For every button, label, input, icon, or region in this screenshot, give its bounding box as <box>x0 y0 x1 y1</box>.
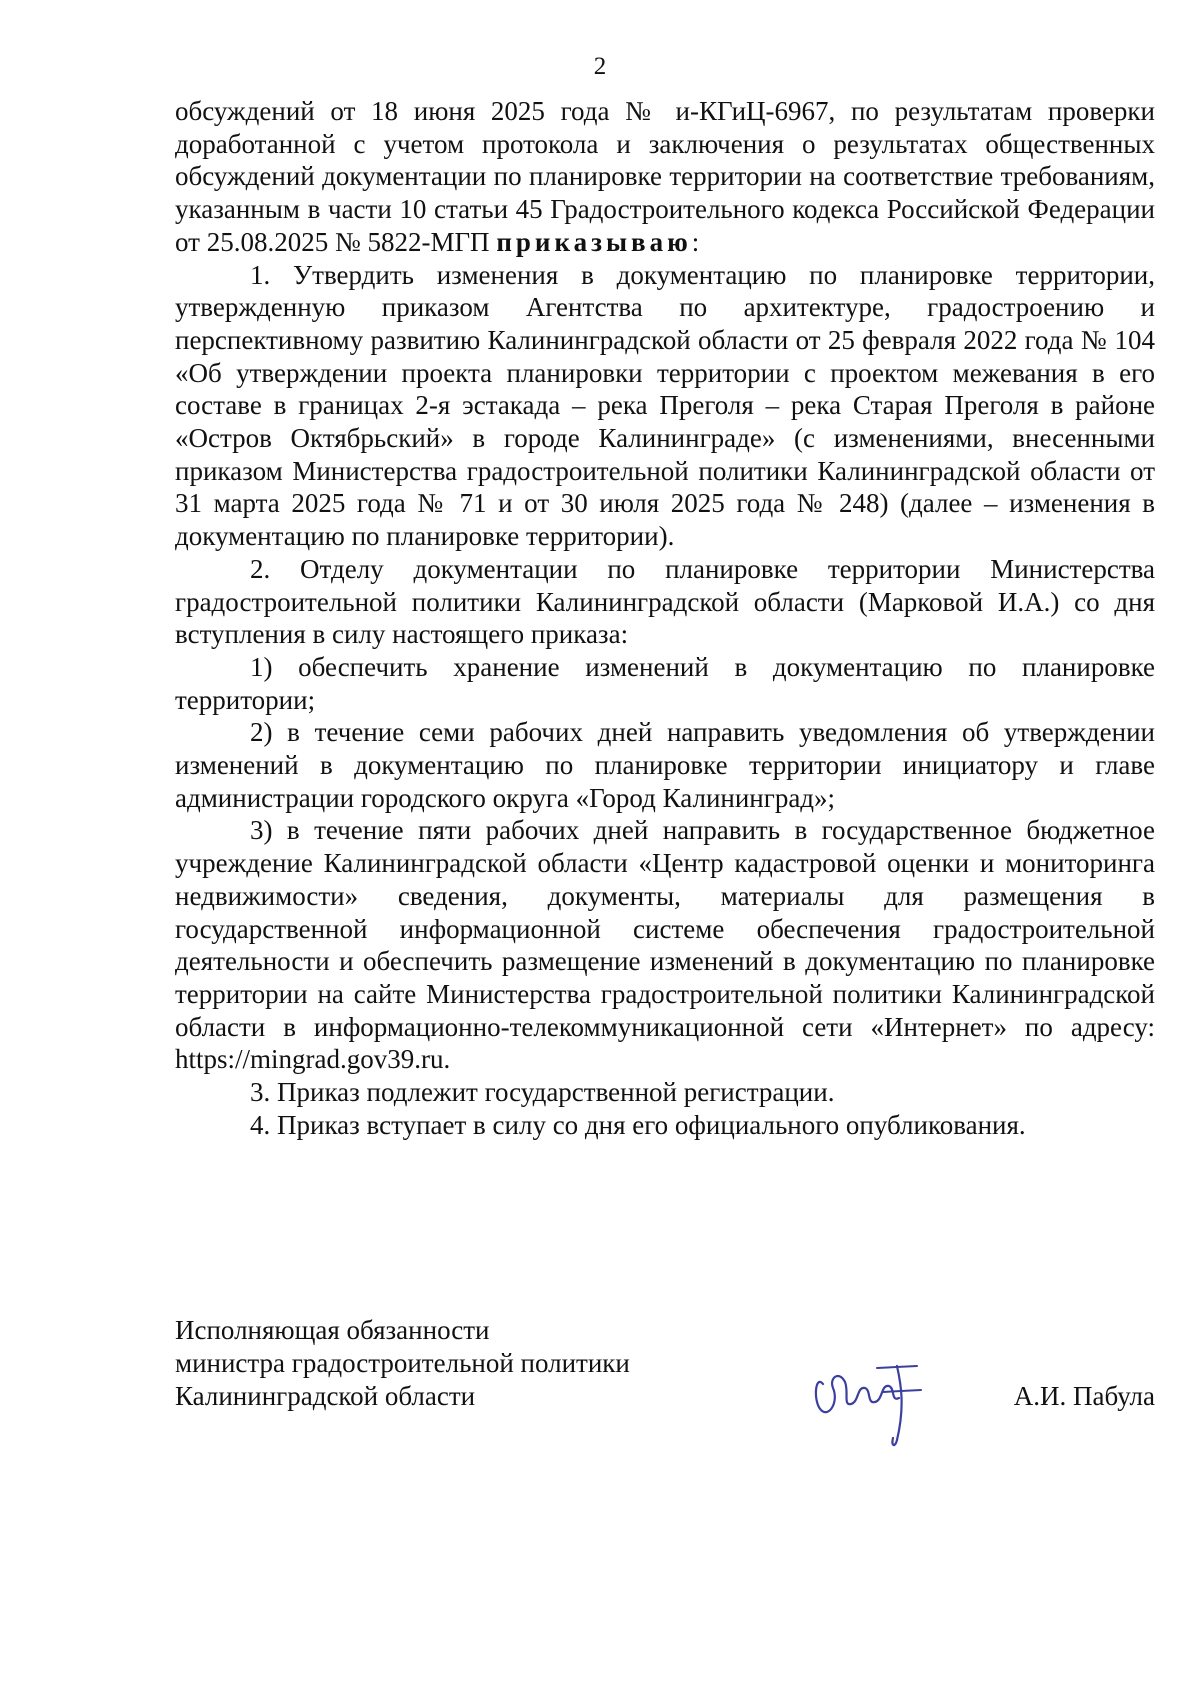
order-word: приказываю <box>496 226 692 257</box>
signature-block <box>175 1314 1155 1444</box>
order-subitem-2-3: 3) в течение пяти рабочих дней направить в государственное бюджетное учреждение Калининградской области «Центр кадастровой оценки и мониторинга недвижимости» сведения, документы, материалы для размещения в государственной информационной системе обеспечения градостроительной деятельности и обеспечить размещение изменений в документацию по планировке территории на сайте Министерства градостроительной политики Калининградской области в информационно-телекоммуникационной сети «Интернет» по адресу: https://mingrad.gov39.ru. <box>175 815 1155 1075</box>
document-body <box>175 95 1155 1142</box>
intro-paragraph <box>175 95 1155 259</box>
intro-text: обсуждений от 18 июня 2025 года № и-КГиЦ-6967, по результатам проверки доработанной с учетом протокола и заключения о результатах общественных обсуждений документации по планировке территории на соответствие требованиям, указанным в части 10 статьи 45 Градостроительного кодекса Российской Федерации от 25.08.2025 № 5822-МГП <box>175 96 1155 257</box>
signer-title-line-1: Исполняющая обязанности <box>175 1315 490 1345</box>
order-item-4: 4. Приказ вступает в силу со дня его официального опубликования. <box>250 1109 1026 1140</box>
signer-title-line-2: министра градостроительной политики <box>175 1348 630 1378</box>
handwritten-signature <box>805 1344 925 1454</box>
signer-name: А.И. Пабула <box>1013 1381 1155 1411</box>
order-item-1: 1. Утвердить изменения в документацию по планировке территории, утвержденную приказом Агентства по архитектуре, градостроению и перспективному развитию Калининградской области от 25 февраля 2022 года № 104 «Об утверждении проекта планировки территории с проектом межевания в его составе в границах 2-я эстакада – река Преголя – река Старая Преголя в районе «Остров Октябрьский» в городе Калининграде» (с изменениями, внесенными приказом Министерства градостроительной политики Калининградской области от 31 марта 2025 года № 71 и от 30 июля 2025 года № 248) (далее – изменения в документацию по планировке территории). <box>175 259 1155 552</box>
order-subitem-2-1: 1) обеспечить хранение изменений в документацию по планировке территории; <box>175 651 1155 715</box>
signer-title <box>175 1314 695 1413</box>
order-item-2: 2. Отделу документации по планировке территории Министерства градостроительной политики Калининградской области (Марковой И.А.) со дня вступления в силу настоящего приказа: <box>175 553 1155 650</box>
order-subitem-2-2: 2) в течение семи рабочих дней направить уведомления об утверждении изменений в документацию по планировке территории инициатору и главе администрации городского округа «Город Калининград»; <box>175 717 1155 813</box>
order-item-3: 3. Приказ подлежит государственной регистрации. <box>250 1077 835 1108</box>
page-number: 2 <box>593 53 607 80</box>
signer-title-line-3: Калининградской области <box>175 1381 476 1411</box>
intro-colon: : <box>691 226 700 257</box>
